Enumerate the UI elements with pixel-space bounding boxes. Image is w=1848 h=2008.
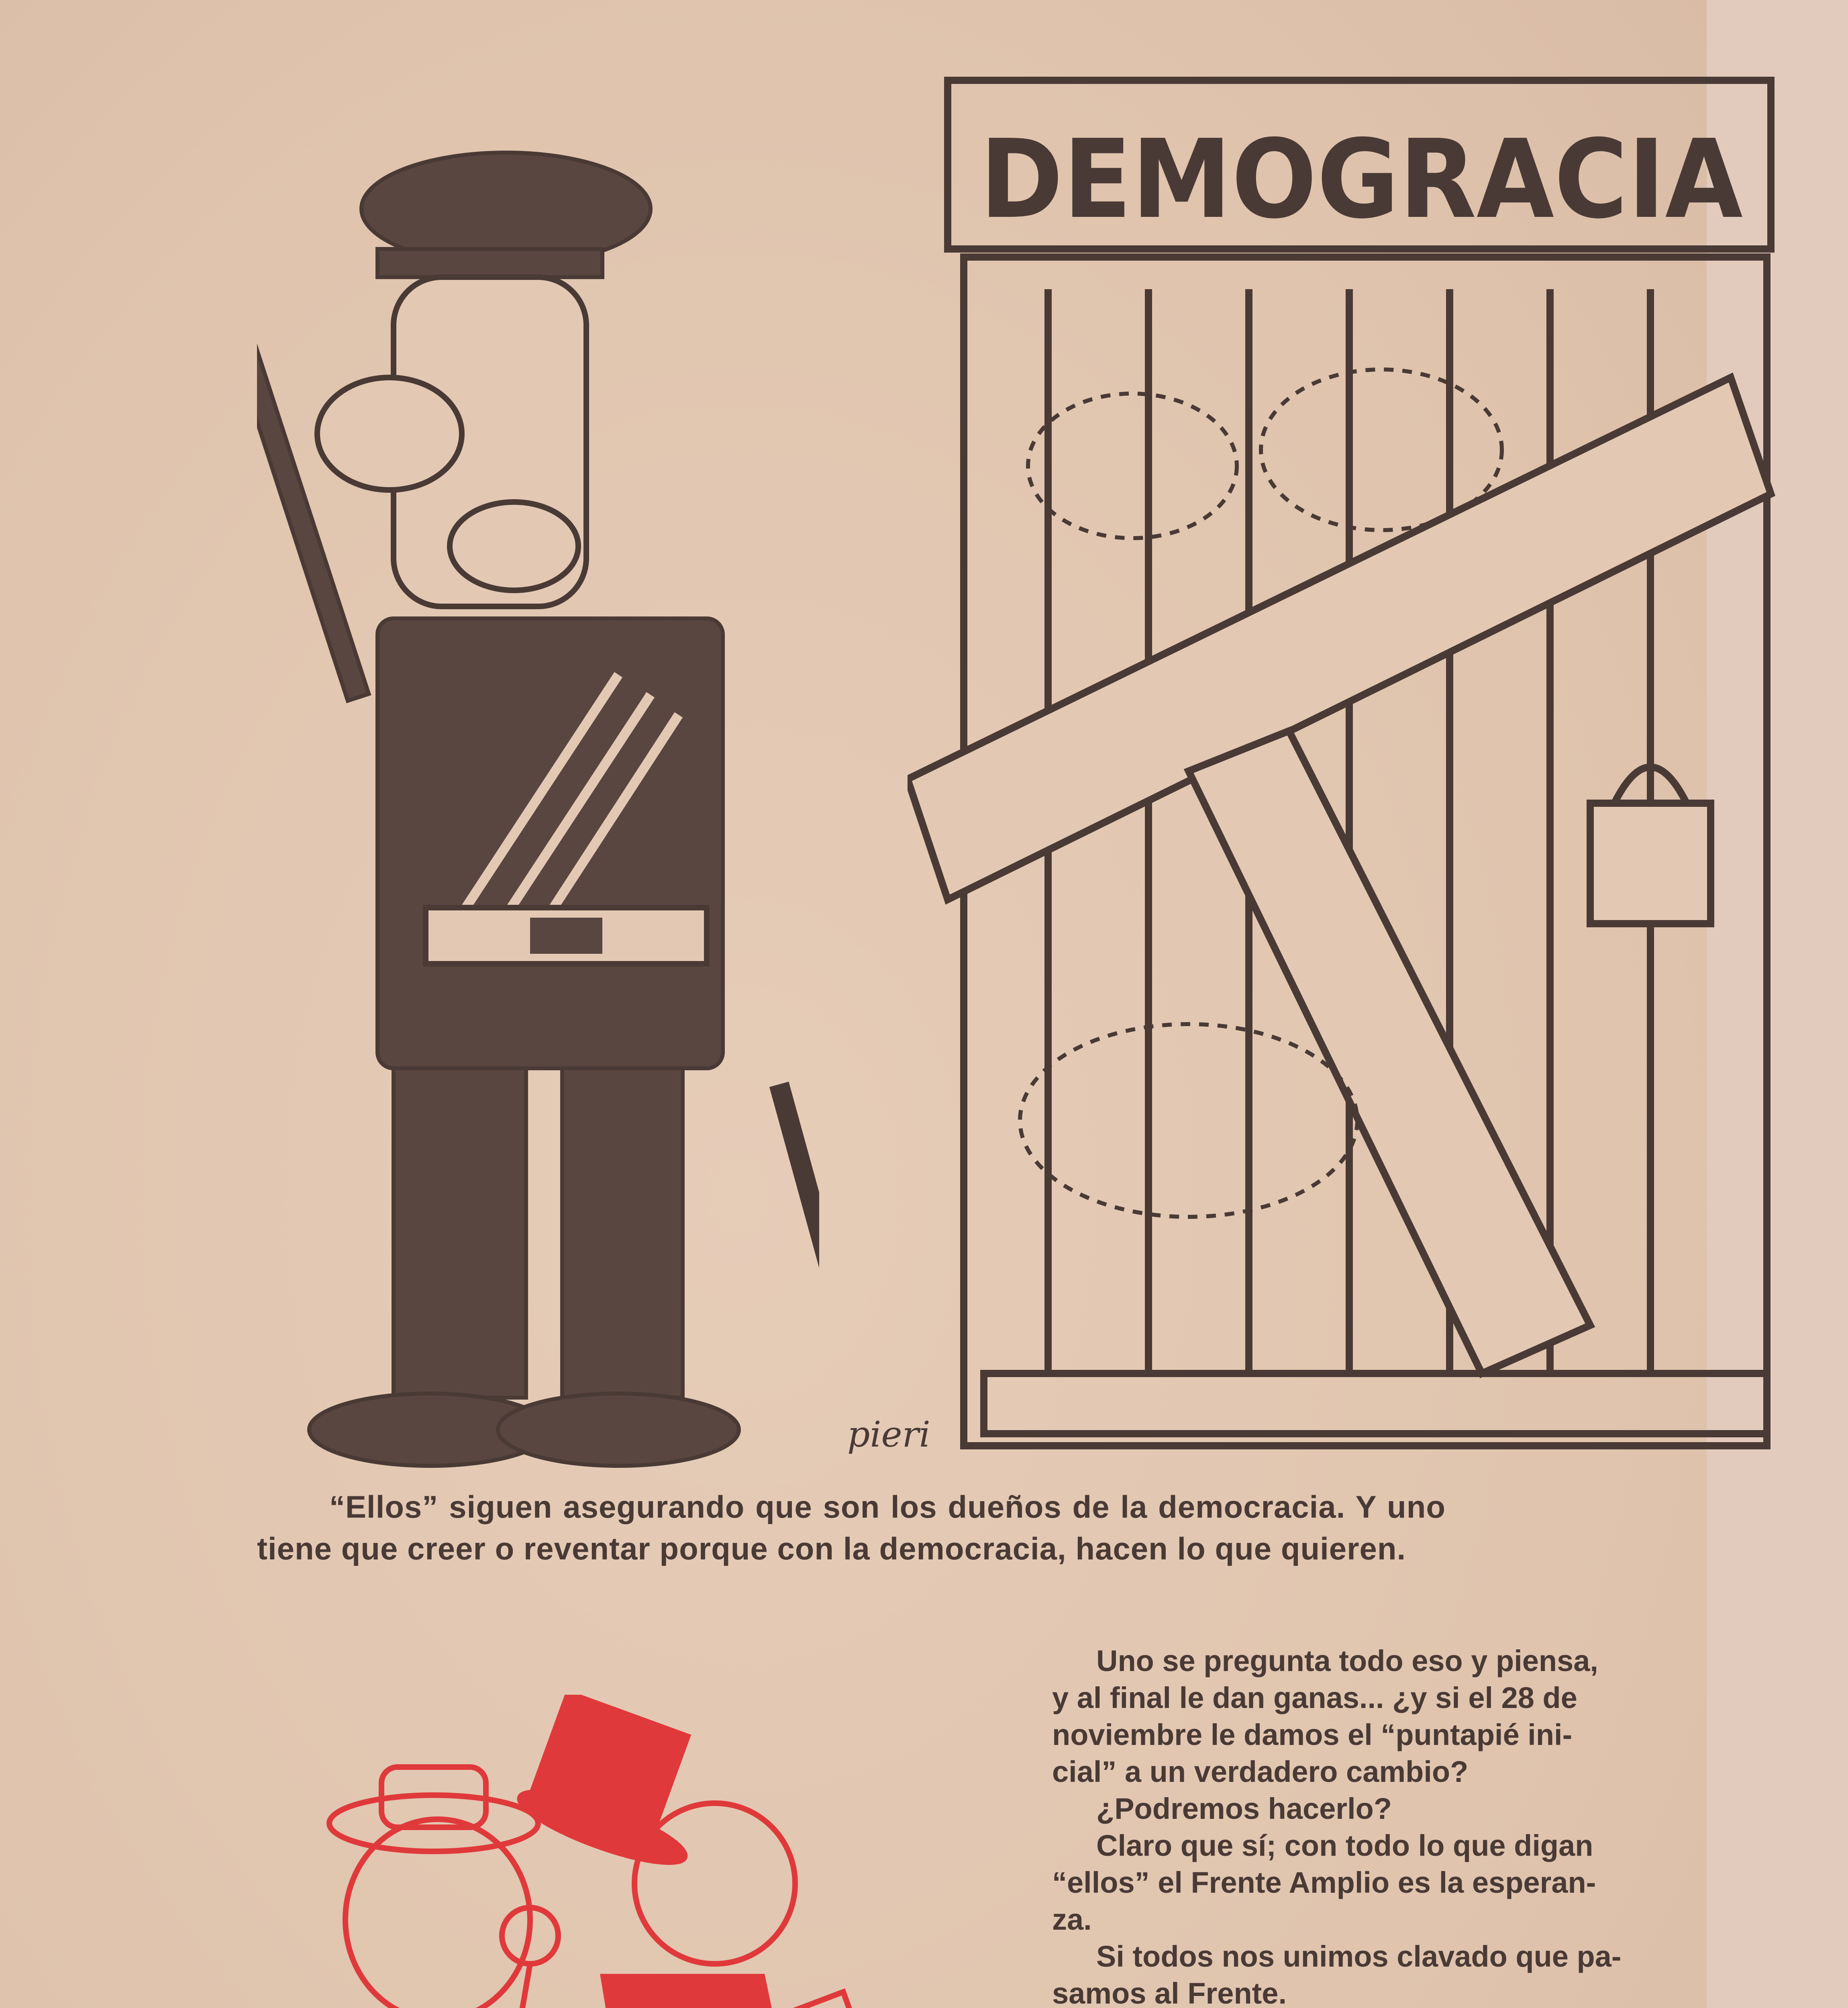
body-line: Uno se pregunta todo eso y piensa,	[1096, 1644, 1598, 1677]
body-line: Claro que sí; con todo lo que digan	[1096, 1829, 1593, 1862]
body-line: ¿Podremos hacerlo?	[1096, 1792, 1392, 1825]
cartoon-caption: “Ellos” siguen asegurando que son los dueños de la democracia. Y uno tiene que creer o reventar porque con la democracia, hacen lo que quieren.	[257, 1489, 1446, 1566]
body-line: “ellos” el Frente Amplio es la esperan-	[1052, 1866, 1596, 1899]
artist-signature: pieri	[847, 1414, 930, 1455]
door-sign-text: DEMOGRACIA	[980, 116, 1744, 243]
body-line: Si todos nos unimos clavado que pa-	[1096, 1940, 1622, 1973]
boarded-door-illustration	[908, 48, 1831, 1466]
soldier-illustration	[257, 145, 819, 1486]
body-line: cial” a un verdadero cambio?	[1052, 1755, 1469, 1788]
body-line: y al final le dan ganas... ¿y si el 28 de	[1052, 1681, 1577, 1714]
body-line: za.	[1052, 1903, 1092, 1936]
body-text	[1052, 1643, 1707, 2008]
body-line: noviembre le damos el “puntapié ini-	[1052, 1718, 1573, 1751]
red-kicking-cartoon	[201, 1695, 944, 2008]
body-line: samos al Frente.	[1052, 1977, 1287, 2008]
